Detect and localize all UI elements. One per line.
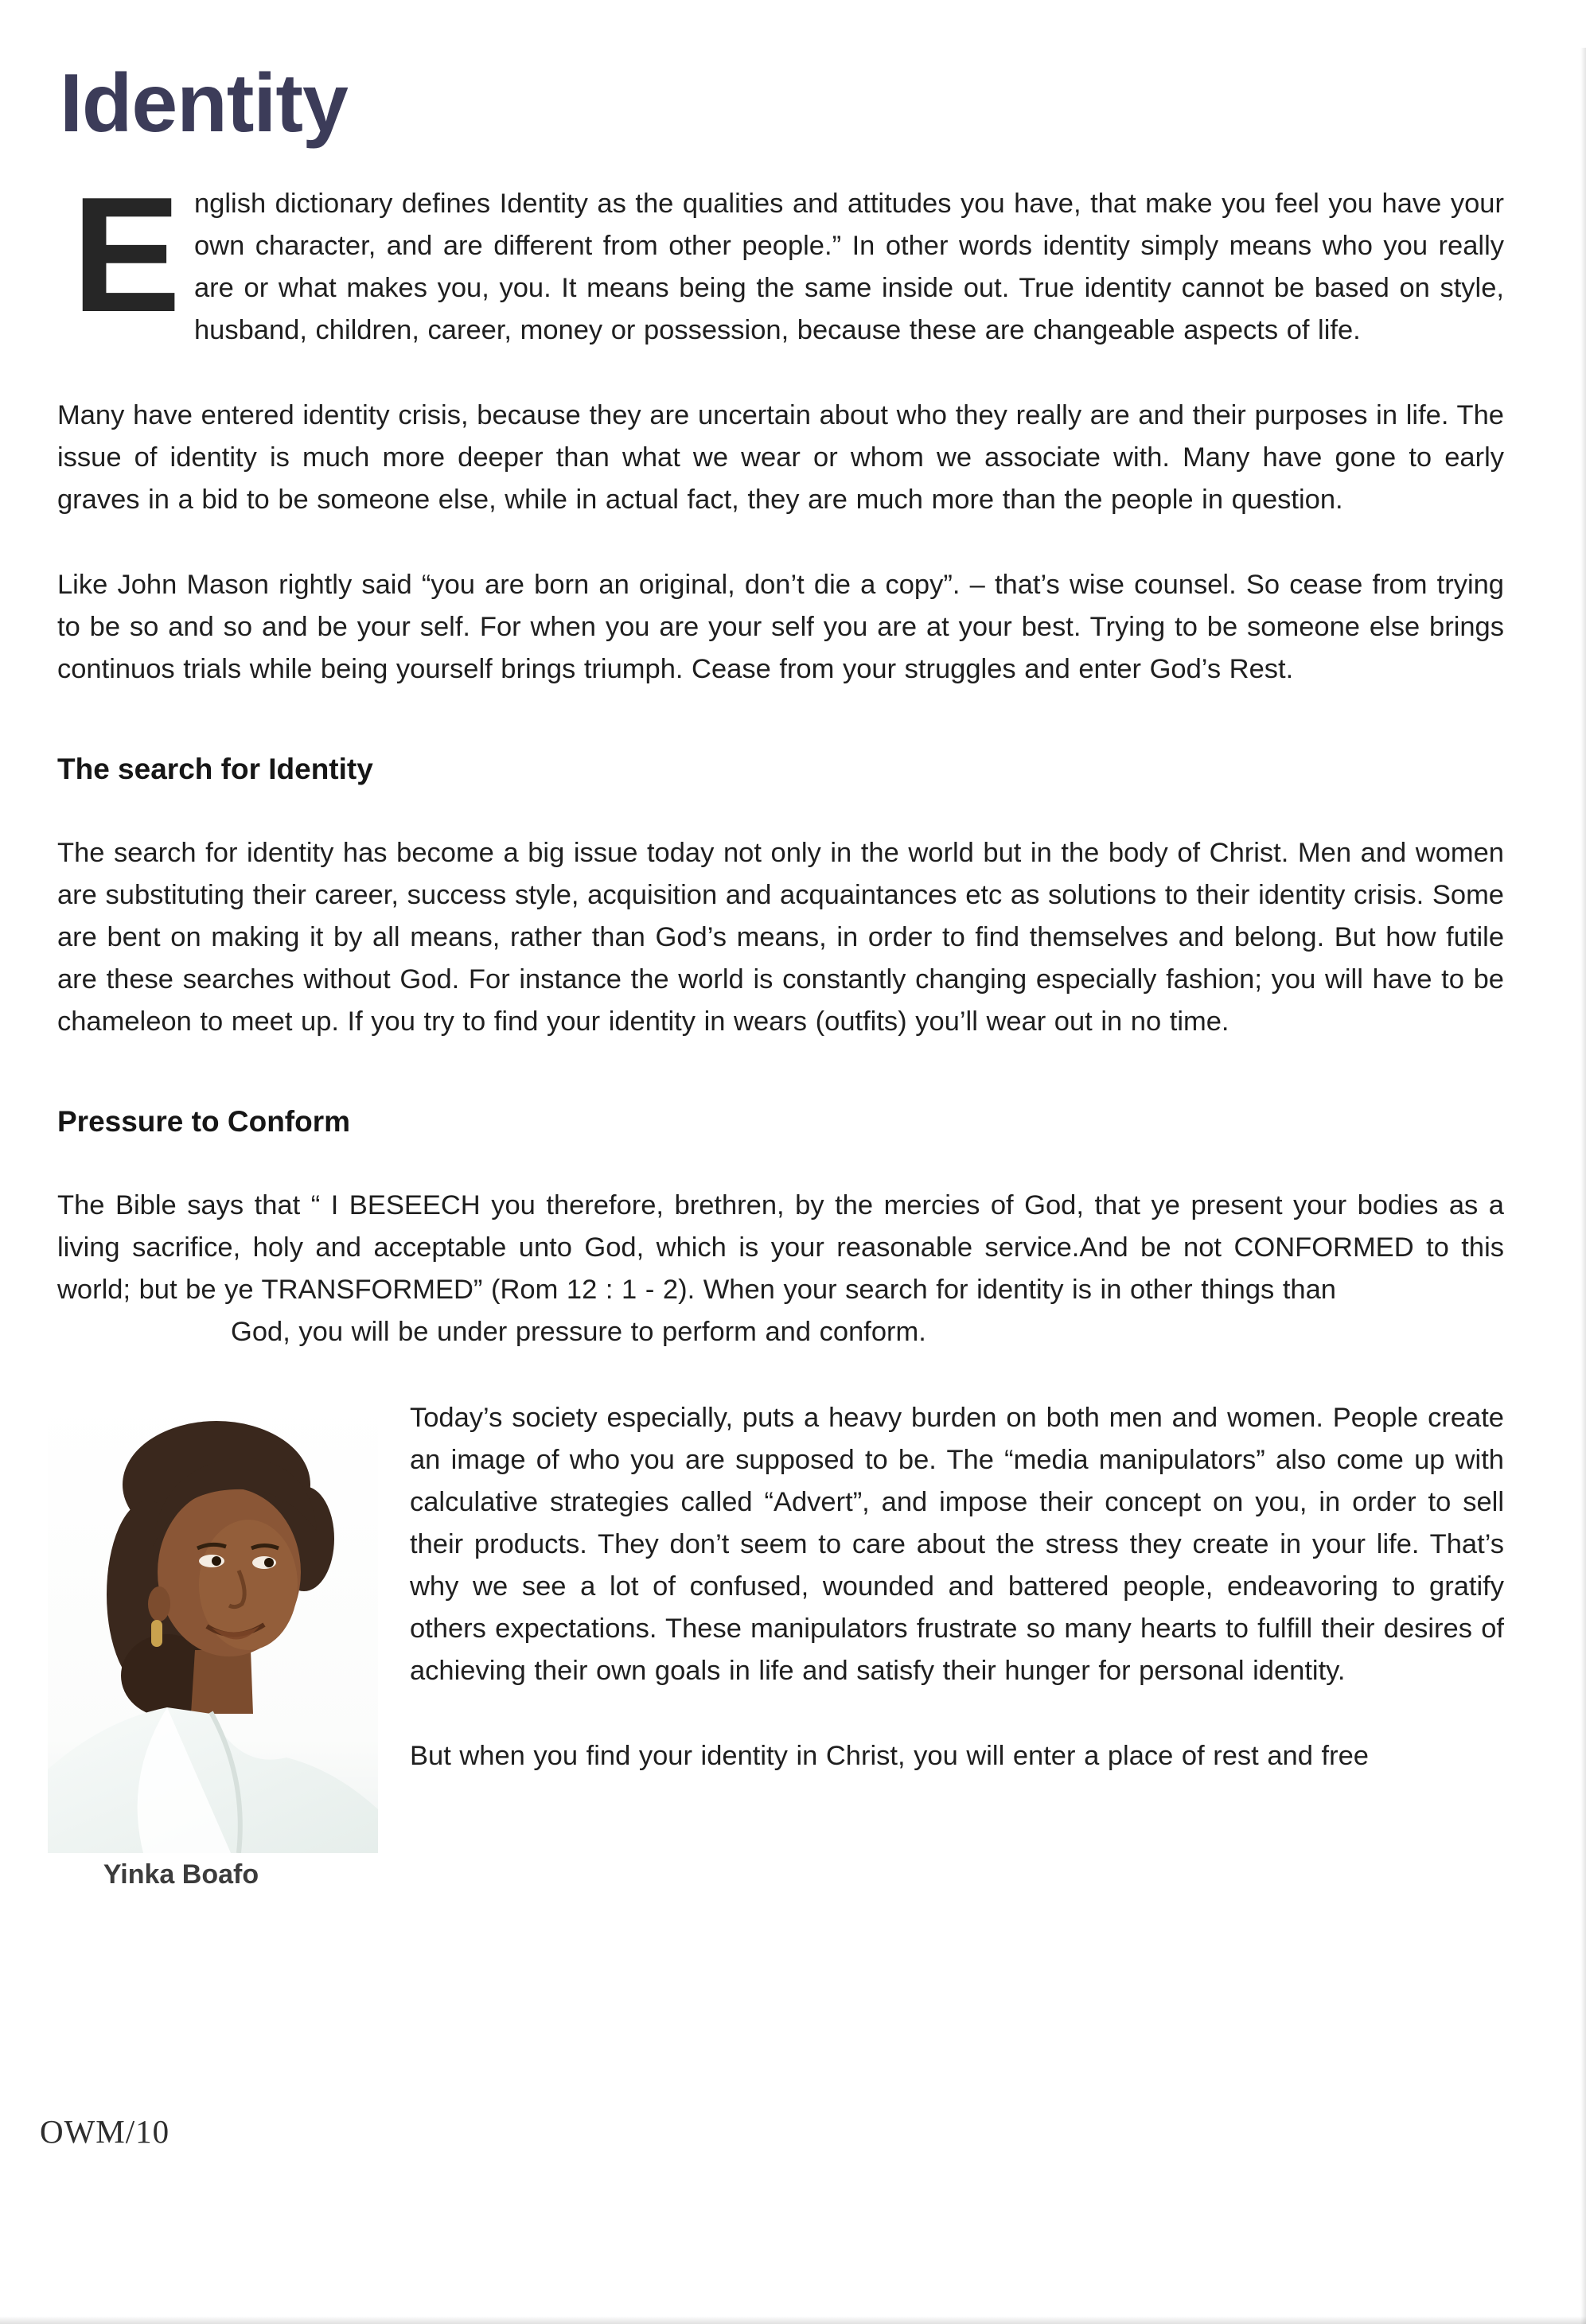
page-edge-shadow-bottom: [0, 2316, 1586, 2324]
heading-pressure-to-conform: Pressure to Conform: [57, 1105, 351, 1139]
paragraph-bible-quote-continued: God, you will be under pressure to perform and conform.: [231, 1317, 926, 1348]
page-number: OWM/10: [40, 2113, 170, 2150]
portrait-photo: [48, 1396, 378, 1853]
paragraph-john-mason-quote: Like John Mason rightly said “you are born an original, don’t die a copy”. – that’s wise counsel. So cease from trying to be so and so and be your self. For when you are your self you are at your best. Trying to be someone else brings continuos trials while being yourself brings triumph. Cease from your struggles and enter God’s Rest.: [57, 570, 1504, 685]
photo-caption: Yinka Boafo: [103, 1859, 259, 1890]
page-edge-shadow-right: [1580, 48, 1586, 2324]
intro-paragraph-text: nglish dictionary defines Identity as the qualities and attitudes you have, that make you feel you have your own character, and are different from other people.” In other words identity simply means who you really are or what makes you, you. It means being the same inside out. True identity cannot be based on style, husband, children, career, money or possession, because these are changeable aspects of life.: [194, 189, 1504, 346]
dropcap-letter: E: [72, 163, 181, 347]
page-title: Identity: [60, 57, 348, 150]
author-photo-figure: [48, 1396, 378, 1890]
heading-search-for-identity: The search for Identity: [57, 753, 373, 786]
paragraph-search-for-identity: The search for identity has become a big issue today not only in the world but in the body of Christ. Men and women are substituting their career, success style, acquisition and acquaintances etc as solutions to their identity crisis. Some are bent on making it by all means, rather than God’s means, in order to find themselves and belong. But how futile are these searches without God. For instance the world is constantly changing especially fashion; you will have to be chameleon to meet up. If you try to find your identity in wears (outfits) you’ll wear out in no time.: [57, 838, 1504, 1037]
intro-paragraph: [57, 163, 1504, 352]
paragraph-todays-society: Today’s society especially, puts a heavy burden on both men and women. People create an image of who you are supposed to be. The “media manipulators” also come up with calculative strategies called “Advert”, and impose their concept on you, in order to sell their products. They don’t seem to care about the stress they create in your life. That’s why we see a lot of confused, wounded and battered people, endeavoring to gratify others expectations. These manipulators frustrate so many hearts to fulfill their desires of achieving their own goals in life and satisfy their hunger for personal identity.: [410, 1403, 1504, 1687]
paragraph-identity-crisis: Many have entered identity crisis, because they are uncertain about who they really are and their purposes in life. The issue of identity is much more deeper than what we wear or whom we associate with. Many have gone to early graves in a bid to be someone else, while in actual fact, they are much more than the people in question.: [57, 400, 1504, 516]
paragraph-bible-quote: The Bible says that “ I BESEECH you therefore, brethren, by the mercies of God, that ye present your bodies as a living sacrifice, holy and acceptable unto God, which is your reasonable service.And be not CONFORMED to this world; but be ye TRANSFORMED” (Rom 12 : 1 - 2). When your search for identity is in other things than: [57, 1190, 1504, 1306]
photo-text-section: [57, 1397, 1504, 1890]
paragraph-identity-in-christ: But when you find your identity in Christ, you will enter a place of rest and free: [410, 1741, 1369, 1772]
